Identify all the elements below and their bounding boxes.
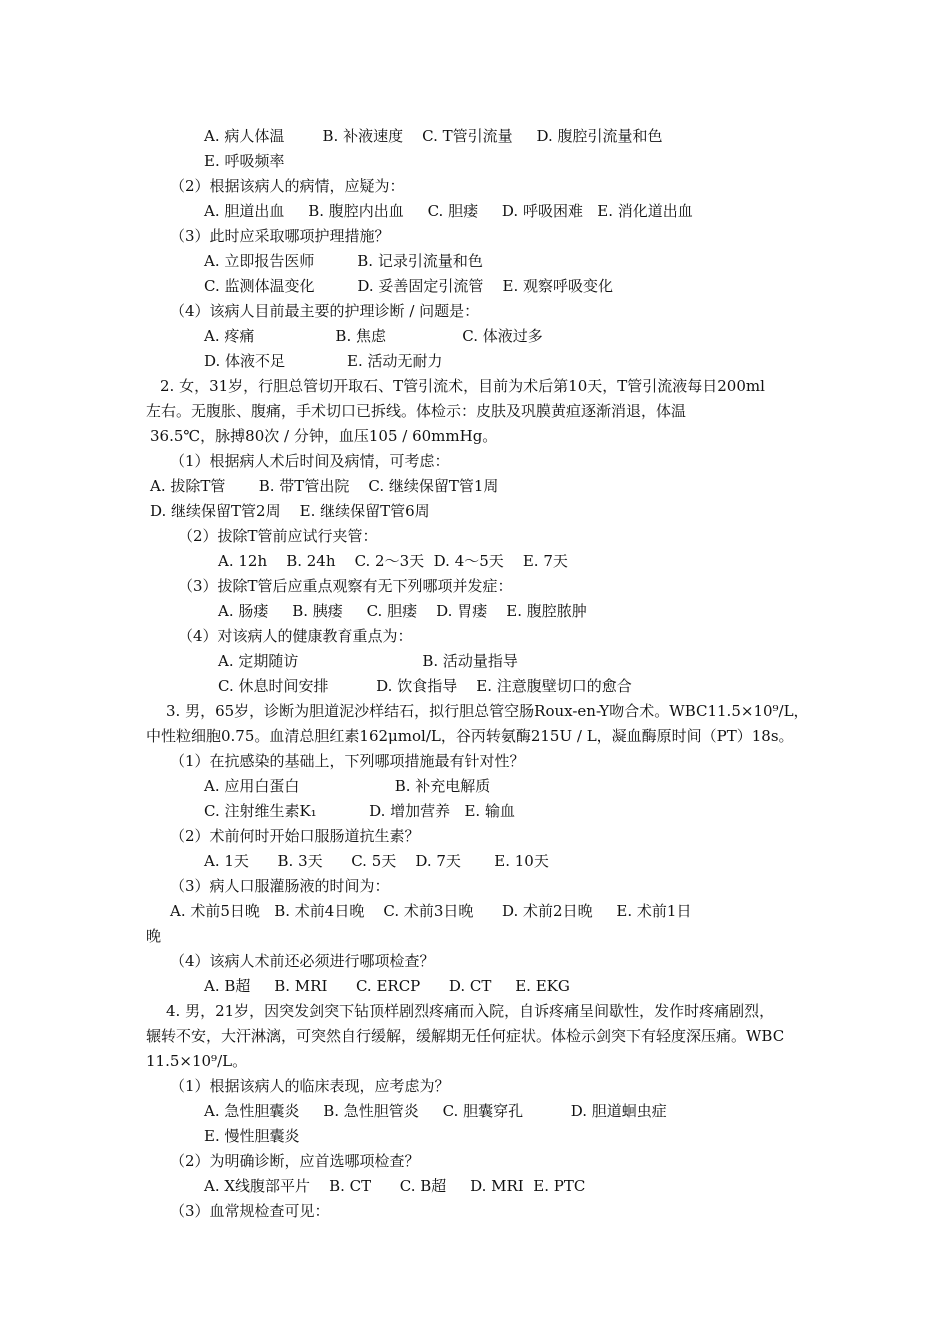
text-line: A. X线腹部平片 B. CT C. B超 D. MRI E. PTC [204,1177,586,1195]
text-line: A. 12h B. 24h C. 2～3天 D. 4～5天 E. 7天 [218,552,568,570]
text-line: 11.5×10⁹/L。 [146,1052,248,1070]
text-line: （1）根据该病人的临床表现，应考虑为？ [170,1077,450,1095]
text-line: 4. 男，21岁，因突发剑突下钻顶样剧烈疼痛而入院，自诉疼痛呈间歇性，发作时疼痛剧烈， [166,1002,775,1020]
text-line: （4）该病人目前最主要的护理诊断 / 问题是： [170,302,480,320]
text-line: （3）病人口服灌肠液的时间为： [170,877,390,895]
text-line: 2. 女，31岁，行胆总管切开取石、T管引流术，目前为术后第10天，T管引流液每日200ml [160,377,765,395]
text-line: （2）术前何时开始口服肠道抗生素？ [170,827,420,845]
text-line: 中性粒细胞0.75。血清总胆红素162μmol/L，谷丙转氨酶215U / L，凝血酶原时间（PT）18s。 [146,727,794,745]
text-line: A. 术前5日晚 B. 术前4日晚 C. 术前3日晚 D. 术前2日晚 E. 术前1日 [170,902,692,920]
text-line: （1）在抗感染的基础上，下列哪项措施最有针对性？ [170,752,525,770]
text-line: （3）血常规检查可见： [170,1202,330,1220]
text-line: E. 呼吸频率 [204,152,285,170]
text-line: （4）该病人术前还必须进行哪项检查？ [170,952,435,970]
text-line: C. 注射维生素K₁ D. 增加营养 E. 输血 [204,802,515,820]
text-line: A. 急性胆囊炎 B. 急性胆管炎 C. 胆囊穿孔 D. 胆道蛔虫症 [204,1102,667,1120]
text-line: A. 肠瘘 B. 胰瘘 C. 胆瘘 D. 胃瘘 E. 腹腔脓肿 [218,602,587,620]
text-line: 左右。无腹胀、腹痛，手术切口已拆线。体检示：皮肤及巩膜黄疸逐渐消退，体温 [146,402,687,420]
text-line: （1）根据病人术后时间及病情，可考虑： [170,452,450,470]
text-line: （2）为明确诊断，应首选哪项检查？ [170,1152,420,1170]
text-line: A. 疼痛 B. 焦虑 C. 体液过多 [204,327,543,345]
text-line: A. 定期随访 B. 活动量指导 [218,652,518,670]
text-line: 辗转不安，大汗淋漓，可突然自行缓解，缓解期无任何症状。体检示剑突下有轻度深压痛。WBC [146,1027,785,1045]
text-line: A. B超 B. MRI C. ERCP D. CT E. EKG [204,977,570,995]
text-line: A. 1天 B. 3天 C. 5天 D. 7天 E. 10天 [204,852,549,870]
text-line: （2）根据该病人的病情，应疑为： [170,177,405,195]
text-line: （3）此时应采取哪项护理措施？ [170,227,390,245]
text-line: D. 体液不足 E. 活动无耐力 [204,352,443,370]
text-line: A. 应用白蛋白 B. 补充电解质 [204,777,491,795]
text-line: A. 立即报告医师 B. 记录引流量和色 [204,252,483,270]
text-line: E. 慢性胆囊炎 [204,1127,300,1145]
text-line: C. 监测体温变化 D. 妥善固定引流管 E. 观察呼吸变化 [204,277,613,295]
text-line: 晚 [146,927,162,945]
text-line: A. 病人体温 B. 补液速度 C. T管引流量 D. 腹腔引流量和色 [204,127,663,145]
text-line: （2）拔除T管前应试行夹管： [178,527,378,545]
text-line: D. 继续保留T管2周 E. 继续保留T管6周 [150,502,430,520]
text-line: A. 拔除T管 B. 带T管出院 C. 继续保留T管1周 [150,477,499,495]
text-line: （3）拔除T管后应重点观察有无下列哪项并发症： [178,577,513,595]
text-line: A. 胆道出血 B. 腹腔内出血 C. 胆瘘 D. 呼吸困难 E. 消化道出血 [204,202,693,220]
text-line: 36.5℃，脉搏80次 / 分钟，血压105 / 60mmHg。 [150,427,498,445]
text-line: C. 休息时间安排 D. 饮食指导 E. 注意腹壁切口的愈合 [218,677,632,695]
text-line: 3. 男，65岁，诊断为胆道泥沙样结石，拟行胆总管空肠Roux-en-Y吻合术。WBC11.5×10⁹/L， [166,702,809,720]
text-line: （4）对该病人的健康教育重点为： [178,627,413,645]
